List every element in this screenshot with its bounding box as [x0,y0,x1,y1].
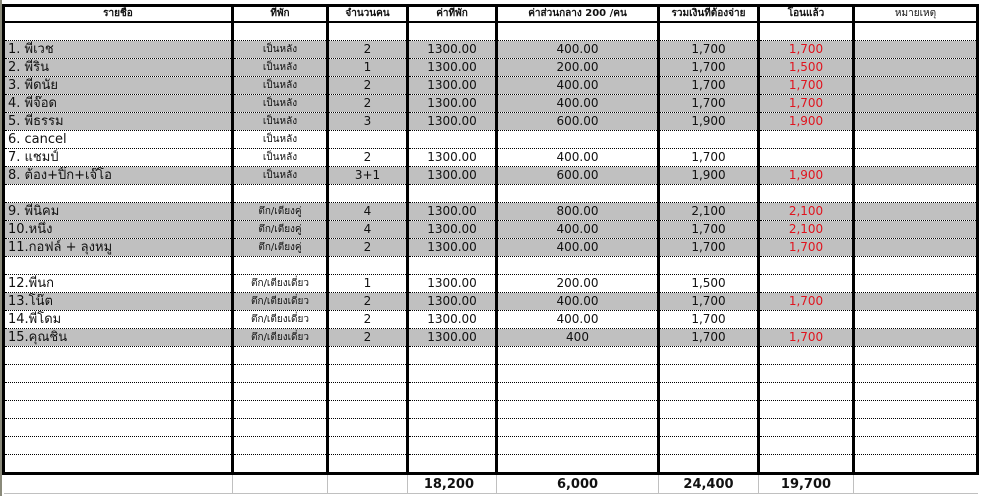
common-fee-cell[interactable] [497,383,659,401]
room-fee-cell[interactable] [408,419,497,437]
transferred-cell[interactable] [759,22,854,41]
transferred-cell[interactable]: 1,700 [759,77,854,95]
transferred-cell[interactable]: 1,700 [759,95,854,113]
people-cell[interactable]: 2 [328,293,408,311]
name-cell[interactable]: 8. ต้อง+ปิ๊ก+เจ๊โอ [4,167,233,185]
common-fee-cell[interactable] [497,437,659,455]
table-body [4,22,978,474]
header-people[interactable]: จำนวนคน [328,6,408,23]
table-row [4,311,978,329]
lodging-cell[interactable] [233,347,328,365]
lodging-cell[interactable] [233,22,328,41]
common-fee-cell[interactable]: 400.00 [497,293,659,311]
transferred-cell[interactable]: 2,100 [759,221,854,239]
total-due-cell[interactable] [659,383,759,401]
lodging-cell[interactable] [233,419,328,437]
total-due-cell[interactable]: 1,900 [659,113,759,131]
name-cell[interactable]: 7. แชมป์ [4,149,233,167]
lodging-cell[interactable]: เป็นหลัง [233,149,328,167]
blank-row [4,383,978,401]
transferred-cell[interactable] [759,275,854,293]
payment-table [2,4,979,494]
note-cell[interactable] [854,59,978,77]
note-cell[interactable] [854,41,978,59]
room-fee-cell[interactable] [408,437,497,455]
room-fee-cell[interactable]: 1300.00 [408,95,497,113]
name-cell[interactable]: 10.หนึ่ง [4,221,233,239]
people-cell[interactable] [328,347,408,365]
table-row [4,149,978,167]
table-row [4,329,978,347]
lodging-cell[interactable]: เป็นหลัง [233,41,328,59]
lodging-cell[interactable] [233,455,328,474]
room-fee-cell[interactable]: 1300.00 [408,203,497,221]
total-due-cell[interactable]: 1,700 [659,329,759,347]
people-cell[interactable]: 3 [328,113,408,131]
transferred-cell[interactable] [759,185,854,203]
total-due-cell[interactable] [659,257,759,275]
room-fee-cell[interactable] [408,383,497,401]
total-due-cell[interactable]: 1,700 [659,149,759,167]
header-lodging[interactable]: ที่พัก [233,6,328,23]
name-cell[interactable] [4,257,233,275]
note-cell[interactable] [854,329,978,347]
transferred-cell[interactable] [759,131,854,149]
room-fee-cell[interactable]: 1300.00 [408,149,497,167]
lodging-cell[interactable] [233,365,328,383]
table-row [4,275,978,293]
note-cell[interactable] [854,203,978,221]
people-cell[interactable]: 2 [328,311,408,329]
header-transferred[interactable]: โอนแล้ว [759,6,854,23]
room-fee-cell[interactable]: 1300.00 [408,41,497,59]
table-row [4,203,978,221]
room-fee-cell[interactable]: 1300.00 [408,275,497,293]
total-due-cell[interactable] [659,131,759,149]
table-row [4,41,978,59]
table-row [4,59,978,77]
lodging-cell[interactable]: เป็นหลัง [233,95,328,113]
note-cell[interactable] [854,22,978,41]
lodging-cell[interactable] [233,401,328,419]
name-cell[interactable]: 1. พี่เวช [4,41,233,59]
common-fee-cell[interactable] [497,401,659,419]
lodging-cell[interactable] [233,383,328,401]
total-due-cell[interactable] [659,419,759,437]
people-cell[interactable] [328,185,408,203]
common-fee-cell[interactable]: 600.00 [497,167,659,185]
lodging-cell[interactable]: เป็นหลัง [233,59,328,77]
common-fee-cell[interactable]: 400.00 [497,311,659,329]
blank-row [4,347,978,365]
total-due-cell[interactable] [659,401,759,419]
common-fee-cell[interactable]: 400.00 [497,239,659,257]
note-cell[interactable] [854,383,978,401]
total-due-cell[interactable]: 1,700 [659,59,759,77]
common-fee-cell[interactable] [497,185,659,203]
name-cell[interactable]: 14.พี่โดม [4,311,233,329]
people-cell[interactable]: 3+1 [328,167,408,185]
blank-row [4,401,978,419]
note-cell[interactable] [854,437,978,455]
blank-row [4,419,978,437]
total-due-cell[interactable] [659,347,759,365]
note-cell[interactable] [854,95,978,113]
common-fee-cell[interactable] [497,257,659,275]
room-fee-cell[interactable]: 1300.00 [408,59,497,77]
header-name[interactable]: รายชื่อ [4,6,233,23]
total-due-cell[interactable]: 1,700 [659,95,759,113]
common-fee-cell[interactable] [497,455,659,474]
note-cell[interactable] [854,77,978,95]
note-cell[interactable] [854,149,978,167]
transferred-cell[interactable]: 1,500 [759,59,854,77]
room-fee-cell[interactable] [408,401,497,419]
note-cell[interactable] [854,221,978,239]
people-cell[interactable] [328,455,408,474]
people-cell[interactable]: 2 [328,41,408,59]
name-cell[interactable]: 2. พี่ริน [4,59,233,77]
transferred-cell[interactable]: 1,900 [759,113,854,131]
header-note[interactable]: หมายเหตุ [854,6,978,23]
name-cell[interactable]: 4. พี่จ๊อด [4,95,233,113]
name-cell[interactable] [4,185,233,203]
table-row [4,167,978,185]
note-cell[interactable] [854,257,978,275]
lodging-cell[interactable]: ตึก/เตียงเดี่ยว [233,329,328,347]
table-row [4,221,978,239]
total-due-cell[interactable] [659,22,759,41]
common-fee-cell[interactable]: 400.00 [497,149,659,167]
people-cell[interactable]: 2 [328,77,408,95]
transferred-cell[interactable] [759,437,854,455]
transferred-cell[interactable] [759,401,854,419]
room-fee-cell[interactable]: 1300.00 [408,311,497,329]
common-fee-cell[interactable]: 400.00 [497,77,659,95]
header-total-due[interactable]: รวมเงินที่ต้องจ่าย [659,6,759,23]
room-fee-cell[interactable]: 1300.00 [408,113,497,131]
name-cell[interactable]: 11.กอฟล์ + ลุงหมู [4,239,233,257]
name-cell[interactable]: 5. พี่ธรรม [4,113,233,131]
name-cell[interactable]: 3. พี่ดนัย [4,77,233,95]
name-cell[interactable]: 13.โน๊ต [4,293,233,311]
transferred-cell[interactable] [759,347,854,365]
table-row [4,293,978,311]
room-fee-cell[interactable] [408,22,497,41]
common-fee-cell[interactable]: 400.00 [497,41,659,59]
name-cell[interactable] [4,455,233,474]
room-fee-cell[interactable] [408,257,497,275]
note-cell[interactable] [854,311,978,329]
table-row [4,113,978,131]
common-fee-cell[interactable] [497,347,659,365]
total-common-fee[interactable]: 6,000 [497,474,659,494]
room-fee-cell[interactable] [408,347,497,365]
total-due-cell[interactable]: 1,500 [659,275,759,293]
header-room-fee[interactable]: ค่าที่พัก [408,6,497,23]
common-fee-cell[interactable]: 400.00 [497,95,659,113]
transferred-cell[interactable] [759,455,854,474]
common-fee-cell[interactable] [497,419,659,437]
room-fee-cell[interactable] [408,365,497,383]
blank-row [4,437,978,455]
lodging-cell[interactable]: ตึก/เตียงคู่ [233,239,328,257]
total-transferred[interactable]: 19,700 [759,474,854,494]
table-row [4,77,978,95]
people-cell[interactable] [328,401,408,419]
total-due-cell[interactable]: 1,700 [659,293,759,311]
transferred-cell[interactable] [759,149,854,167]
lodging-cell[interactable]: เป็นหลัง [233,167,328,185]
lodging-cell[interactable] [233,185,328,203]
total-due-cell[interactable]: 1,700 [659,311,759,329]
people-cell[interactable]: 2 [328,95,408,113]
total-due-cell[interactable]: 1,700 [659,41,759,59]
people-cell[interactable] [328,437,408,455]
name-cell[interactable] [4,401,233,419]
common-fee-cell[interactable]: 400 [497,329,659,347]
common-fee-cell[interactable]: 600.00 [497,113,659,131]
note-cell[interactable] [854,401,978,419]
transferred-cell[interactable] [759,311,854,329]
total-room-fee[interactable]: 18,200 [408,474,497,494]
note-cell[interactable] [854,293,978,311]
people-cell[interactable]: 4 [328,203,408,221]
totals-people-cell[interactable] [328,474,408,494]
room-fee-cell[interactable] [408,131,497,149]
transferred-cell[interactable]: 2,100 [759,203,854,221]
room-fee-cell[interactable]: 1300.00 [408,77,497,95]
lodging-cell[interactable]: ตึก/เตียงเดี่ยว [233,275,328,293]
note-cell[interactable] [854,365,978,383]
total-due-cell[interactable]: 1,700 [659,77,759,95]
total-due-cell[interactable] [659,437,759,455]
totals-name-cell[interactable] [4,474,233,494]
total-due-cell[interactable] [659,365,759,383]
note-cell[interactable] [854,275,978,293]
header-row [4,6,978,23]
people-cell[interactable] [328,365,408,383]
people-cell[interactable]: 2 [328,149,408,167]
total-due[interactable]: 24,400 [659,474,759,494]
transferred-cell[interactable]: 1,700 [759,329,854,347]
total-due-cell[interactable] [659,185,759,203]
people-cell[interactable] [328,131,408,149]
lodging-cell[interactable]: เป็นหลัง [233,113,328,131]
room-fee-cell[interactable]: 1300.00 [408,239,497,257]
lodging-cell[interactable] [233,437,328,455]
transferred-cell[interactable]: 1,700 [759,41,854,59]
total-due-cell[interactable] [659,455,759,474]
lodging-cell[interactable]: ตึก/เตียงเดี่ยว [233,293,328,311]
blank-row [4,455,978,474]
transferred-cell[interactable] [759,419,854,437]
lodging-cell[interactable]: ตึก/เตียงเดี่ยว [233,311,328,329]
blank-row [4,22,978,41]
note-cell[interactable] [854,347,978,365]
total-due-cell[interactable]: 2,100 [659,203,759,221]
transferred-cell[interactable]: 1,700 [759,293,854,311]
transferred-cell[interactable]: 1,700 [759,239,854,257]
room-fee-cell[interactable] [408,455,497,474]
blank-row [4,185,978,203]
name-cell[interactable] [4,383,233,401]
people-cell[interactable]: 4 [328,221,408,239]
room-fee-cell[interactable]: 1300.00 [408,167,497,185]
note-cell[interactable] [854,419,978,437]
transferred-cell[interactable] [759,257,854,275]
name-cell[interactable]: 15.คุณชิน [4,329,233,347]
common-fee-cell[interactable]: 200.00 [497,275,659,293]
name-cell[interactable] [4,347,233,365]
transferred-cell[interactable]: 1,900 [759,167,854,185]
blank-row [4,257,978,275]
room-fee-cell[interactable]: 1300.00 [408,329,497,347]
name-cell[interactable] [4,419,233,437]
people-cell[interactable] [328,419,408,437]
name-cell[interactable]: 12.พี่นก [4,275,233,293]
transferred-cell[interactable] [759,383,854,401]
note-cell[interactable] [854,239,978,257]
transferred-cell[interactable] [759,365,854,383]
people-cell[interactable]: 2 [328,239,408,257]
people-cell[interactable]: 1 [328,59,408,77]
common-fee-cell[interactable]: 800.00 [497,203,659,221]
totals-row [4,474,978,494]
people-cell[interactable] [328,257,408,275]
header-common-fee[interactable]: ค่าส่วนกลาง 200 /คน [497,6,659,23]
name-cell[interactable]: 9. พี่นิคม [4,203,233,221]
common-fee-cell[interactable] [497,22,659,41]
room-fee-cell[interactable]: 1300.00 [408,221,497,239]
spreadsheet [2,4,979,494]
lodging-cell[interactable]: ตึก/เตียงคู่ [233,203,328,221]
lodging-cell[interactable]: ตึก/เตียงคู่ [233,221,328,239]
people-cell[interactable] [328,22,408,41]
name-cell[interactable]: 6. cancel [4,131,233,149]
total-due-cell[interactable]: 1,900 [659,167,759,185]
total-due-cell[interactable]: 1,700 [659,239,759,257]
lodging-cell[interactable]: เป็นหลัง [233,131,328,149]
room-fee-cell[interactable]: 1300.00 [408,293,497,311]
blank-row [4,365,978,383]
note-cell[interactable] [854,113,978,131]
table-row [4,95,978,113]
name-cell[interactable] [4,22,233,41]
total-due-cell[interactable]: 1,700 [659,221,759,239]
lodging-cell[interactable] [233,257,328,275]
note-cell[interactable] [854,455,978,474]
totals-lodging-cell[interactable] [233,474,328,494]
note-cell[interactable] [854,131,978,149]
people-cell[interactable] [328,383,408,401]
people-cell[interactable]: 1 [328,275,408,293]
note-cell[interactable] [854,185,978,203]
common-fee-cell[interactable]: 200.00 [497,59,659,77]
common-fee-cell[interactable]: 400.00 [497,221,659,239]
room-fee-cell[interactable] [408,185,497,203]
common-fee-cell[interactable] [497,131,659,149]
table-row [4,131,978,149]
note-cell[interactable] [854,167,978,185]
common-fee-cell[interactable] [497,365,659,383]
table-row [4,239,978,257]
people-cell[interactable]: 2 [328,329,408,347]
name-cell[interactable] [4,365,233,383]
lodging-cell[interactable]: เป็นหลัง [233,77,328,95]
totals-note-cell[interactable] [854,474,978,494]
name-cell[interactable] [4,437,233,455]
